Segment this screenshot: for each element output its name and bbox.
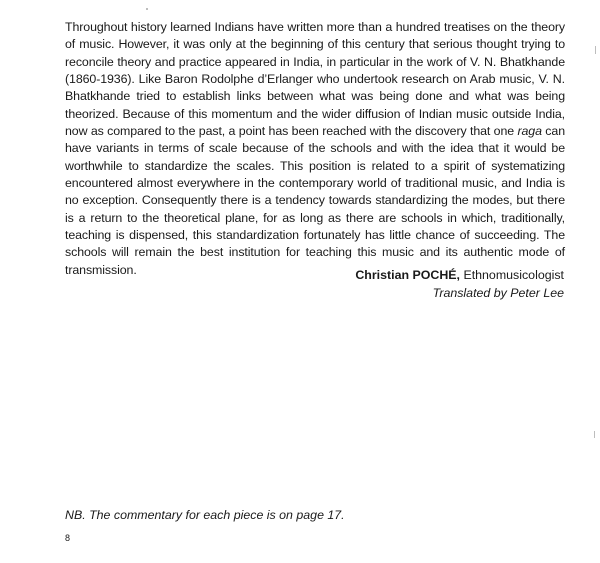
scan-speck — [595, 46, 596, 54]
author-credit — [355, 266, 564, 302]
scan-speck — [594, 431, 595, 438]
body-text-part-2: can have variants in terms of scale because of the schools and with the idea that it would be worthwhile to standardize the scales. This position is related to a spirit of systematizing encountered almost everywhere in the contemporary world of traditional music, and India is no exception. Consequently there is a tendency towards standardizing the modes, but there is a return to the theoretical plane, for as long as there are schools in which, traditionally, teaching is dispensed, this standardization fortunately has little chance of succeeding. The schools will remain the best institution for teaching this music and its authentic mode of transmission. — [65, 124, 565, 277]
body-text-part-1: Throughout history learned Indians have written more than a hundred treatises on the theory of music. However, it was only at the beginning of this century that serious thought trying to reconcile theory and practice appeared in India, in particular in the work of V. N. Bhatkhande (1860-1936). Like Baron Rodolphe d’Erlanger who undertook research on Arab music, V. N. Bhatkhande tried to establish links between what was being done and what was being theorized. Because of this momentum and the wider diffusion of Indian music outside India, now as compared to the past, a point has been reached with the discovery that one — [65, 20, 565, 139]
author-name: Christian POCHÉ, — [355, 268, 460, 282]
author-role: Ethnomusicologist — [460, 268, 564, 282]
body-paragraph — [65, 19, 565, 279]
page-number: 8 — [65, 533, 71, 543]
footnote: NB. The commentary for each piece is on page 17. — [65, 508, 345, 522]
scan-speck — [146, 8, 148, 10]
raga-term: raga — [517, 124, 542, 139]
translator-credit: Translated by Peter Lee — [432, 286, 564, 300]
